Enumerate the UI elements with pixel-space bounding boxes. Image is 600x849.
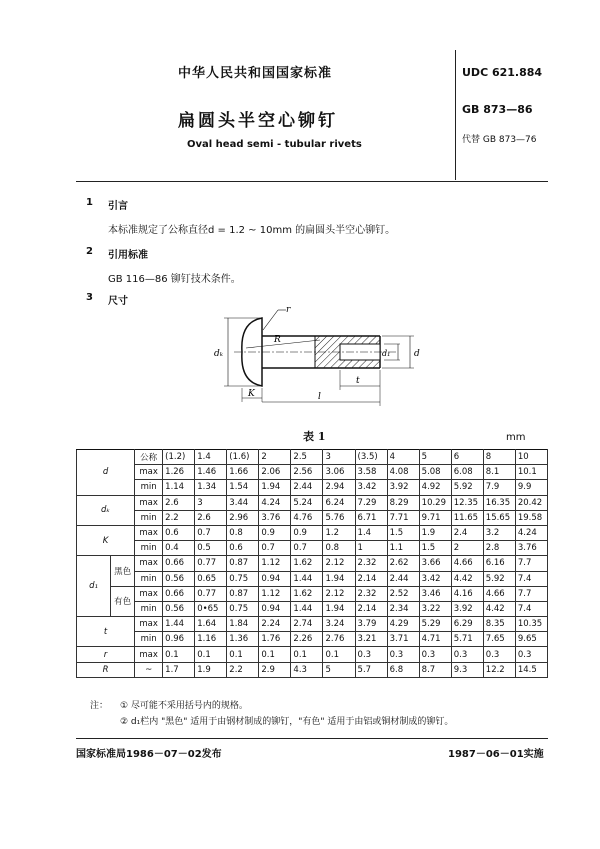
table-cell: 1.5 xyxy=(387,525,419,540)
table-cell: 3.58 xyxy=(355,465,387,480)
table-cell: 5 xyxy=(323,662,355,677)
country-standard-heading: 中华人民共和国国家标准 xyxy=(178,66,333,81)
section-1-title: 引言 xyxy=(108,201,128,212)
table-cell: 9.65 xyxy=(515,632,547,647)
table-cell: 1.76 xyxy=(259,632,291,647)
table-cell: 1.84 xyxy=(227,617,259,632)
gb-number: GB 873—86 xyxy=(462,103,533,116)
table-row xyxy=(77,601,548,616)
table-cell: 1.46 xyxy=(195,465,227,480)
table-cell: 1.26 xyxy=(163,465,195,480)
label-d1: d₁ xyxy=(382,349,391,358)
row-label-d: d xyxy=(77,450,135,496)
nominal-label: 公称 xyxy=(135,450,163,465)
table-cell: 0.7 xyxy=(259,541,291,556)
table-cell: 0.6 xyxy=(227,541,259,556)
table-cell: 2.2 xyxy=(227,662,259,677)
table-cell: 1.4 xyxy=(195,450,227,465)
table-cell: 4.42 xyxy=(483,601,515,616)
fillet-leader xyxy=(263,310,278,330)
table-cell: 2.9 xyxy=(259,662,291,677)
table-cell: max xyxy=(135,465,163,480)
section-2-title: 引用标准 xyxy=(108,250,148,261)
table-cell: 0.1 xyxy=(259,647,291,662)
table-cell: min xyxy=(135,632,163,647)
table-cell: 5.76 xyxy=(323,510,355,525)
table-row xyxy=(77,450,548,465)
table-cell: 2.12 xyxy=(323,586,355,601)
table-cell: 1.54 xyxy=(227,480,259,495)
note-2: ② d₁栏内 "黑色" 适用于由钢材制成的铆钉，"有色" 适用于由铝或铜材制成的铆钉。 xyxy=(120,717,454,727)
table-cell: (1.6) xyxy=(227,450,259,465)
note-1: ① 尽可能不采用括号内的规格。 xyxy=(120,701,248,711)
table-cell: 0.87 xyxy=(227,586,259,601)
table-cell: 0.1 xyxy=(195,647,227,662)
table-cell: 19.58 xyxy=(515,510,547,525)
table-cell: 1.14 xyxy=(163,480,195,495)
table-cell: 2.2 xyxy=(163,510,195,525)
section-2-text: GB 116—86 铆钉技术条件。 xyxy=(108,274,241,285)
table-cell: 6.8 xyxy=(387,662,419,677)
table-cell: 9.71 xyxy=(419,510,451,525)
table-cell: 0.7 xyxy=(291,541,323,556)
page-title: 扁圆头半空心铆钉 xyxy=(178,111,338,131)
table-cell: 4.66 xyxy=(483,586,515,601)
table-cell: 2.32 xyxy=(355,586,387,601)
table-cell: 0.3 xyxy=(387,647,419,662)
issued-date: 国家标准局1986－07－02发布 xyxy=(76,749,222,760)
table-cell: max xyxy=(135,586,163,601)
row-label-t: t xyxy=(77,617,135,647)
table-cell: 1.34 xyxy=(195,480,227,495)
table-cell: 4.92 xyxy=(419,480,451,495)
table-cell: 2.44 xyxy=(291,480,323,495)
table-cell: 4.29 xyxy=(387,617,419,632)
table-cell: 10.35 xyxy=(515,617,547,632)
table-cell: 3.44 xyxy=(227,495,259,510)
table-cell: 0.1 xyxy=(163,647,195,662)
table-cell: 0.66 xyxy=(163,586,195,601)
table-cell: 7.7 xyxy=(515,556,547,571)
table-cell: 5 xyxy=(419,450,451,465)
table-cell: 3.66 xyxy=(419,556,451,571)
table-cell: 7.4 xyxy=(515,571,547,586)
table-cell: 2.6 xyxy=(163,495,195,510)
table-cell: 1.66 xyxy=(227,465,259,480)
footer-rule xyxy=(76,738,548,739)
table-cell: max xyxy=(135,556,163,571)
table-cell: 0.66 xyxy=(163,556,195,571)
table-cell: 5.24 xyxy=(291,495,323,510)
table-cell: 0.7 xyxy=(195,525,227,540)
table-cell: 6.16 xyxy=(483,556,515,571)
table-cell: 3.22 xyxy=(419,601,451,616)
table-cell: 0.3 xyxy=(515,647,547,662)
table-cell: 3.21 xyxy=(355,632,387,647)
label-R: R xyxy=(274,335,281,345)
table-cell: 12.2 xyxy=(483,662,515,677)
table-cell: 1.62 xyxy=(291,586,323,601)
table-cell: 2.44 xyxy=(387,571,419,586)
table-cell: 4.24 xyxy=(259,495,291,510)
table-cell: 1.2 xyxy=(323,525,355,540)
table-cell: 7.65 xyxy=(483,632,515,647)
table-cell: 3.76 xyxy=(515,541,547,556)
table-cell: 0.87 xyxy=(227,556,259,571)
table-cell: 3.76 xyxy=(259,510,291,525)
table-cell: 3.71 xyxy=(387,632,419,647)
table-cell: 4.24 xyxy=(515,525,547,540)
table-cell: 2.14 xyxy=(355,601,387,616)
table-cell: 0.1 xyxy=(227,647,259,662)
table-cell: 10.29 xyxy=(419,495,451,510)
table-cell: 3.79 xyxy=(355,617,387,632)
table-cell: 1.5 xyxy=(419,541,451,556)
table-cell: 2.32 xyxy=(355,556,387,571)
table-row xyxy=(77,525,548,540)
table-cell: 4.42 xyxy=(451,571,483,586)
table-cell: 0.96 xyxy=(163,632,195,647)
table-cell: 14.5 xyxy=(515,662,547,677)
table-cell: 10 xyxy=(515,450,547,465)
table-cell: 1.64 xyxy=(195,617,227,632)
table-cell: 0.75 xyxy=(227,571,259,586)
section-3-title: 尺寸 xyxy=(108,296,128,307)
table-cell: max xyxy=(135,647,163,662)
table-cell: 6 xyxy=(451,450,483,465)
section-1-text: 本标准规定了公称直径d = 1.2 ~ 10mm 的扁圆头半空心铆钉。 xyxy=(108,225,396,236)
table-cell: 7.9 xyxy=(483,480,515,495)
table-cell: 2.14 xyxy=(355,571,387,586)
table-cell: 0.4 xyxy=(163,541,195,556)
section-1-number: 1 xyxy=(86,197,93,208)
table-cell: 0.1 xyxy=(323,647,355,662)
table-cell: ~ xyxy=(135,662,163,677)
table-cell: 1.94 xyxy=(323,601,355,616)
table-cell: 5.29 xyxy=(419,617,451,632)
table-row xyxy=(77,556,548,571)
table-cell: 1.16 xyxy=(195,632,227,647)
row-label-dk: dₖ xyxy=(77,495,135,525)
table-cell: 0.77 xyxy=(195,556,227,571)
table-cell: 1.9 xyxy=(419,525,451,540)
label-K: K xyxy=(248,389,255,399)
table-cell: 2.4 xyxy=(451,525,483,540)
table-cell: 7.7 xyxy=(515,586,547,601)
table-cell: 1.94 xyxy=(323,571,355,586)
table-cell: max xyxy=(135,495,163,510)
table-cell: 2.94 xyxy=(323,480,355,495)
table-cell: 5.71 xyxy=(451,632,483,647)
table-cell: 1.1 xyxy=(387,541,419,556)
table-cell: 8.7 xyxy=(419,662,451,677)
table-cell: 2.56 xyxy=(291,465,323,480)
table-cell: 20.42 xyxy=(515,495,547,510)
table-cell: 0•65 xyxy=(195,601,227,616)
table-cell: 0.56 xyxy=(163,571,195,586)
table-cell: min xyxy=(135,480,163,495)
table-cell: 6.71 xyxy=(355,510,387,525)
table-cell: 4.3 xyxy=(291,662,323,677)
table-cell: 5.08 xyxy=(419,465,451,480)
table-cell: 3.42 xyxy=(355,480,387,495)
table-cell: 8.1 xyxy=(483,465,515,480)
row-label-r: r xyxy=(77,647,135,662)
table-cell: 2 xyxy=(259,450,291,465)
table-cell: 0.8 xyxy=(323,541,355,556)
table-cell: (3.5) xyxy=(355,450,387,465)
table-cell: 3.92 xyxy=(451,601,483,616)
table-cell: 8.29 xyxy=(387,495,419,510)
table-row xyxy=(77,617,548,632)
table-cell: 4.16 xyxy=(451,586,483,601)
table-cell: 6.29 xyxy=(451,617,483,632)
table-cell: 3.46 xyxy=(419,586,451,601)
table-cell: 2.24 xyxy=(259,617,291,632)
table-cell: 1.44 xyxy=(291,571,323,586)
label-t: t xyxy=(356,376,360,386)
table-cell: 0.9 xyxy=(291,525,323,540)
section-2-number: 2 xyxy=(86,246,93,257)
table-cell: 8.35 xyxy=(483,617,515,632)
label-l: l xyxy=(318,392,321,402)
table-cell: 6.24 xyxy=(323,495,355,510)
table-title: 表 1 xyxy=(303,430,326,443)
table-cell: 3 xyxy=(323,450,355,465)
table-cell: 0.94 xyxy=(259,601,291,616)
table-cell: 2.12 xyxy=(323,556,355,571)
table-cell: 2.74 xyxy=(291,617,323,632)
table-cell: 1.44 xyxy=(163,617,195,632)
english-subtitle: Oval head semi - tubular rivets xyxy=(187,139,362,150)
table-cell: 5.92 xyxy=(451,480,483,495)
rivet-drawing xyxy=(200,300,430,420)
table-cell: 1.94 xyxy=(259,480,291,495)
table-cell: 11.65 xyxy=(451,510,483,525)
table-row xyxy=(77,662,548,677)
table-cell: 2.5 xyxy=(291,450,323,465)
table-cell: 16.35 xyxy=(483,495,515,510)
udc-code: UDC 621.884 xyxy=(462,66,543,79)
table-cell: 3.24 xyxy=(323,617,355,632)
table-cell: 1.12 xyxy=(259,556,291,571)
table-cell: 3 xyxy=(195,495,227,510)
table-cell: max xyxy=(135,525,163,540)
table-row xyxy=(77,632,548,647)
nonferrous-material-label: 有色 xyxy=(111,586,135,616)
table-cell: 2.8 xyxy=(483,541,515,556)
table-cell: 0.3 xyxy=(355,647,387,662)
table-row xyxy=(77,480,548,495)
table-cell: 3.92 xyxy=(387,480,419,495)
table-cell: 1.7 xyxy=(163,662,195,677)
header-rule xyxy=(76,181,548,182)
table-cell: 2.34 xyxy=(387,601,419,616)
table-cell: min xyxy=(135,571,163,586)
table-cell: 0.3 xyxy=(451,647,483,662)
table-cell: 1.36 xyxy=(227,632,259,647)
table-cell: 0.77 xyxy=(195,586,227,601)
table-cell: 10.1 xyxy=(515,465,547,480)
table-cell: 0.65 xyxy=(195,571,227,586)
table-cell: 5.92 xyxy=(483,571,515,586)
table-cell: 2.6 xyxy=(195,510,227,525)
table-cell: 4.71 xyxy=(419,632,451,647)
table-cell: (1.2) xyxy=(163,450,195,465)
table-cell: 2.52 xyxy=(387,586,419,601)
table-cell: min xyxy=(135,541,163,556)
table-cell: 2.06 xyxy=(259,465,291,480)
table-unit: mm xyxy=(506,432,526,443)
table-cell: 2.26 xyxy=(291,632,323,647)
table-cell: 3.42 xyxy=(419,571,451,586)
table-cell: 0.56 xyxy=(163,601,195,616)
table-cell: 1.9 xyxy=(195,662,227,677)
table-cell: 4.76 xyxy=(291,510,323,525)
table-cell: 0.94 xyxy=(259,571,291,586)
table-cell: 1.44 xyxy=(291,601,323,616)
row-label-K: K xyxy=(77,525,135,555)
table-row xyxy=(77,571,548,586)
section-3-number: 3 xyxy=(86,292,93,303)
table-cell: 0.3 xyxy=(419,647,451,662)
table-cell: 7.4 xyxy=(515,601,547,616)
table-cell: 3.2 xyxy=(483,525,515,540)
table-cell: 4.66 xyxy=(451,556,483,571)
table-cell: 3.06 xyxy=(323,465,355,480)
table-cell: 7.71 xyxy=(387,510,419,525)
table-cell: 1.4 xyxy=(355,525,387,540)
table-row xyxy=(77,586,548,601)
table-cell: 2.76 xyxy=(323,632,355,647)
table-cell: 0.9 xyxy=(259,525,291,540)
table-row xyxy=(77,495,548,510)
table-cell: min xyxy=(135,510,163,525)
row-label-d1: d₁ xyxy=(77,556,111,617)
radius-leader xyxy=(246,340,320,348)
table-cell: 7.29 xyxy=(355,495,387,510)
table-cell: 12.35 xyxy=(451,495,483,510)
table-cell: 0.8 xyxy=(227,525,259,540)
table-cell: 9.9 xyxy=(515,480,547,495)
table-cell: 0.1 xyxy=(291,647,323,662)
table-cell: min xyxy=(135,601,163,616)
table-cell: 15.65 xyxy=(483,510,515,525)
table-cell: 0.75 xyxy=(227,601,259,616)
table-cell: 8 xyxy=(483,450,515,465)
table-cell: 2 xyxy=(451,541,483,556)
notes-prefix: 注： xyxy=(90,701,109,711)
label-d: d xyxy=(414,349,420,359)
table-cell: 0.6 xyxy=(163,525,195,540)
dimension-table xyxy=(76,449,548,678)
table-cell: 0.3 xyxy=(483,647,515,662)
table-cell: 5.7 xyxy=(355,662,387,677)
header-divider xyxy=(455,50,456,180)
table-cell: 1.62 xyxy=(291,556,323,571)
table-cell: max xyxy=(135,617,163,632)
table-cell: 0.5 xyxy=(195,541,227,556)
label-r: r xyxy=(286,305,291,315)
table-cell: 4 xyxy=(387,450,419,465)
table-cell: 2.62 xyxy=(387,556,419,571)
table-cell: 1.12 xyxy=(259,586,291,601)
table-cell: 2.96 xyxy=(227,510,259,525)
table-row xyxy=(77,465,548,480)
black-material-label: 黑色 xyxy=(111,556,135,586)
table-cell: 9.3 xyxy=(451,662,483,677)
table-row xyxy=(77,510,548,525)
replaces-note: 代替 GB 873—76 xyxy=(462,135,537,145)
table-row xyxy=(77,541,548,556)
table-cell: 4.08 xyxy=(387,465,419,480)
table-cell: 6.08 xyxy=(451,465,483,480)
row-label-R: R xyxy=(77,662,135,677)
table-row xyxy=(77,647,548,662)
label-dk: dₖ xyxy=(214,349,224,359)
effective-date: 1987－06－01实施 xyxy=(448,749,544,760)
table-cell: 1 xyxy=(355,541,387,556)
